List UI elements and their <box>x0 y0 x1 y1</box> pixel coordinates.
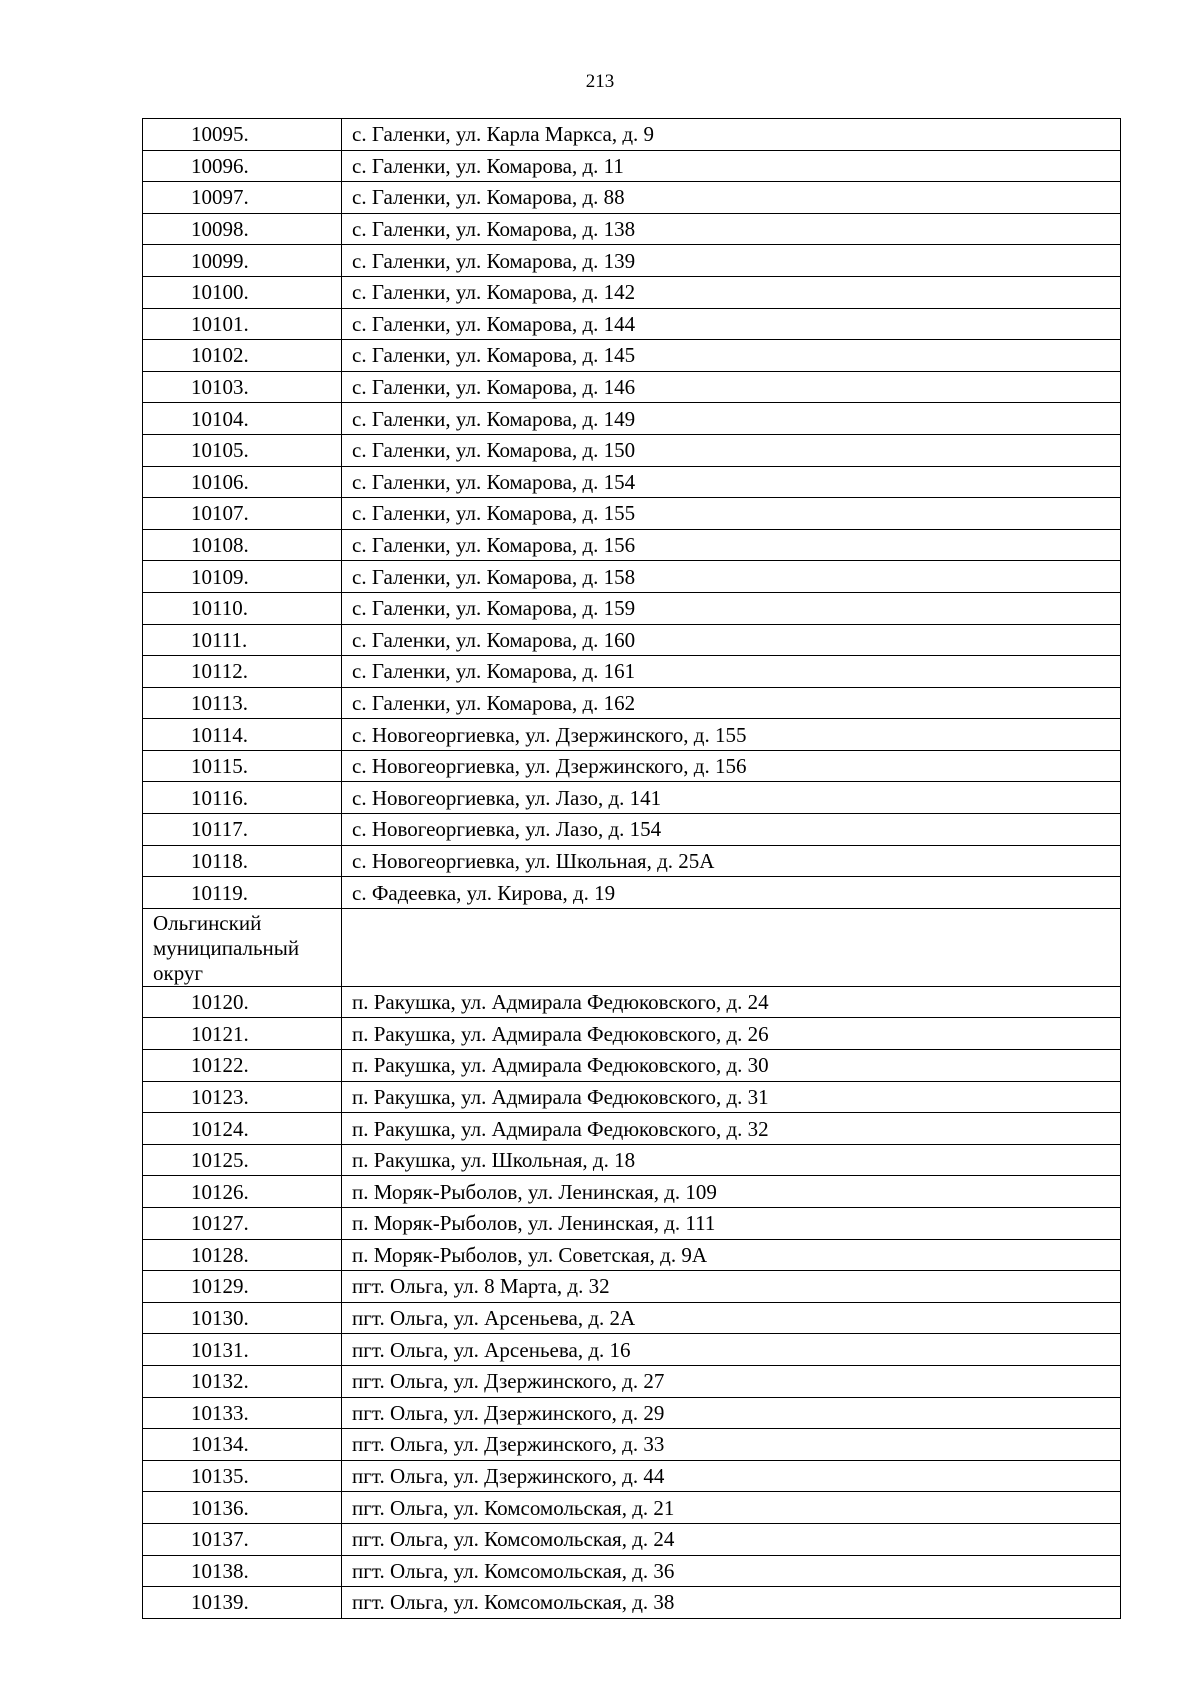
address-cell: с. Галенки, ул. Комарова, д. 154 <box>342 466 1121 498</box>
table-row <box>143 245 1121 277</box>
row-number-cell: 10124. <box>143 1113 342 1145</box>
table-row <box>143 150 1121 182</box>
table-row <box>143 1334 1121 1366</box>
address-cell: п. Ракушка, ул. Адмирала Федюковского, д. 31 <box>342 1081 1121 1113</box>
row-number-cell: 10097. <box>143 182 342 214</box>
row-number-cell: 10136. <box>143 1492 342 1524</box>
table-row <box>143 182 1121 214</box>
table-row <box>143 434 1121 466</box>
address-cell: с. Новогеоргиевка, ул. Школьная, д. 25А <box>342 845 1121 877</box>
row-number-cell: 10126. <box>143 1176 342 1208</box>
address-cell: пгт. Ольга, ул. Дзержинского, д. 27 <box>342 1365 1121 1397</box>
row-number-cell: 10104. <box>143 403 342 435</box>
address-cell: с. Галенки, ул. Комарова, д. 158 <box>342 561 1121 593</box>
address-cell: пгт. Ольга, ул. Дзержинского, д. 29 <box>342 1397 1121 1429</box>
row-number-cell: 10137. <box>143 1523 342 1555</box>
row-number-cell: 10101. <box>143 308 342 340</box>
row-number-cell: 10120. <box>143 986 342 1018</box>
address-cell: пгт. Ольга, ул. Дзержинского, д. 33 <box>342 1429 1121 1461</box>
address-cell: пгт. Ольга, ул. 8 Марта, д. 32 <box>342 1271 1121 1303</box>
table-row <box>143 1365 1121 1397</box>
table-row <box>143 1429 1121 1461</box>
table-row <box>143 403 1121 435</box>
address-cell: пгт. Ольга, ул. Арсеньева, д. 2А <box>342 1302 1121 1334</box>
table-row <box>143 1239 1121 1271</box>
row-number-cell: 10099. <box>143 245 342 277</box>
table-row <box>143 624 1121 656</box>
table-row <box>143 276 1121 308</box>
row-number-cell: 10103. <box>143 371 342 403</box>
table-row <box>143 656 1121 688</box>
row-number-cell: 10125. <box>143 1144 342 1176</box>
row-number-cell: 10116. <box>143 782 342 814</box>
address-cell: с. Галенки, ул. Комарова, д. 159 <box>342 592 1121 624</box>
address-cell: с. Новогеоргиевка, ул. Дзержинского, д. 156 <box>342 750 1121 782</box>
table-row <box>143 1587 1121 1619</box>
table-row <box>143 466 1121 498</box>
address-cell: с. Галенки, ул. Комарова, д. 156 <box>342 529 1121 561</box>
table-row <box>143 687 1121 719</box>
row-number-cell: 10128. <box>143 1239 342 1271</box>
table-row <box>143 1208 1121 1240</box>
address-cell: п. Ракушка, ул. Адмирала Федюковского, д. 32 <box>342 1113 1121 1145</box>
address-cell: с. Новогеоргиевка, ул. Дзержинского, д. 155 <box>342 719 1121 751</box>
address-cell: с. Галенки, ул. Комарова, д. 146 <box>342 371 1121 403</box>
address-cell: п. Моряк-Рыболов, ул. Ленинская, д. 109 <box>342 1176 1121 1208</box>
table-row <box>143 1397 1121 1429</box>
address-cell: п. Ракушка, ул. Адмирала Федюковского, д. 26 <box>342 1018 1121 1050</box>
address-table <box>142 118 1121 1619</box>
row-number-cell: 10106. <box>143 466 342 498</box>
table-row <box>143 750 1121 782</box>
address-cell: пгт. Ольга, ул. Комсомольская, д. 21 <box>342 1492 1121 1524</box>
address-cell: пгт. Ольга, ул. Комсомольская, д. 38 <box>342 1587 1121 1619</box>
address-cell: с. Галенки, ул. Комарова, д. 11 <box>342 150 1121 182</box>
row-number-cell: 10127. <box>143 1208 342 1240</box>
row-number-cell: 10107. <box>143 498 342 530</box>
address-cell: с. Галенки, ул. Комарова, д. 144 <box>342 308 1121 340</box>
row-number-cell: 10108. <box>143 529 342 561</box>
address-cell: с. Новогеоргиевка, ул. Лазо, д. 154 <box>342 814 1121 846</box>
row-number-cell: 10121. <box>143 1018 342 1050</box>
address-cell: с. Галенки, ул. Комарова, д. 155 <box>342 498 1121 530</box>
table-row <box>143 1555 1121 1587</box>
address-cell: с. Галенки, ул. Комарова, д. 145 <box>342 340 1121 372</box>
row-number-cell: 10113. <box>143 687 342 719</box>
section-heading-row <box>143 908 1121 986</box>
address-cell: с. Галенки, ул. Комарова, д. 88 <box>342 182 1121 214</box>
address-cell: п. Моряк-Рыболов, ул. Ленинская, д. 111 <box>342 1208 1121 1240</box>
table-row <box>143 308 1121 340</box>
row-number-cell: 10135. <box>143 1460 342 1492</box>
row-number-cell: 10095. <box>143 119 342 151</box>
address-cell: с. Фадеевка, ул. Кирова, д. 19 <box>342 877 1121 909</box>
row-number-cell: 10131. <box>143 1334 342 1366</box>
row-number-cell: 10098. <box>143 213 342 245</box>
row-number-cell: 10132. <box>143 1365 342 1397</box>
address-cell: п. Ракушка, ул. Школьная, д. 18 <box>342 1144 1121 1176</box>
row-number-cell: 10133. <box>143 1397 342 1429</box>
address-cell: п. Ракушка, ул. Адмирала Федюковского, д. 24 <box>342 986 1121 1018</box>
table-row <box>143 1050 1121 1082</box>
table-row <box>143 986 1121 1018</box>
empty-cell <box>342 908 1121 986</box>
address-cell: с. Новогеоргиевка, ул. Лазо, д. 141 <box>342 782 1121 814</box>
table-row <box>143 1144 1121 1176</box>
address-cell: с. Галенки, ул. Комарова, д. 139 <box>342 245 1121 277</box>
address-cell: с. Галенки, ул. Комарова, д. 162 <box>342 687 1121 719</box>
table-row <box>143 340 1121 372</box>
address-cell: п. Моряк-Рыболов, ул. Советская, д. 9А <box>342 1239 1121 1271</box>
row-number-cell: 10102. <box>143 340 342 372</box>
address-cell: с. Галенки, ул. Карла Маркса, д. 9 <box>342 119 1121 151</box>
row-number-cell: 10123. <box>143 1081 342 1113</box>
row-number-cell: 10138. <box>143 1555 342 1587</box>
table-row <box>143 877 1121 909</box>
table-row <box>143 782 1121 814</box>
address-cell: пгт. Ольга, ул. Арсеньева, д. 16 <box>342 1334 1121 1366</box>
table-row <box>143 529 1121 561</box>
row-number-cell: 10110. <box>143 592 342 624</box>
address-cell: с. Галенки, ул. Комарова, д. 150 <box>342 434 1121 466</box>
table-row <box>143 1460 1121 1492</box>
address-cell: с. Галенки, ул. Комарова, д. 161 <box>342 656 1121 688</box>
row-number-cell: 10118. <box>143 845 342 877</box>
address-cell: п. Ракушка, ул. Адмирала Федюковского, д. 30 <box>342 1050 1121 1082</box>
table-row <box>143 561 1121 593</box>
row-number-cell: 10117. <box>143 814 342 846</box>
table-row <box>143 213 1121 245</box>
address-cell: с. Галенки, ул. Комарова, д. 160 <box>342 624 1121 656</box>
row-number-cell: 10096. <box>143 150 342 182</box>
page-number: 213 <box>585 71 615 92</box>
table-row <box>143 1271 1121 1303</box>
table-row <box>143 498 1121 530</box>
row-number-cell: 10105. <box>143 434 342 466</box>
row-number-cell: 10134. <box>143 1429 342 1461</box>
row-number-cell: 10111. <box>143 624 342 656</box>
row-number-cell: 10100. <box>143 276 342 308</box>
table-row <box>143 845 1121 877</box>
row-number-cell: 10139. <box>143 1587 342 1619</box>
table-row <box>143 371 1121 403</box>
address-cell: с. Галенки, ул. Комарова, д. 142 <box>342 276 1121 308</box>
address-cell: пгт. Ольга, ул. Комсомольская, д. 36 <box>342 1555 1121 1587</box>
table-row <box>143 719 1121 751</box>
table-row <box>143 814 1121 846</box>
row-number-cell: 10114. <box>143 719 342 751</box>
row-number-cell: 10129. <box>143 1271 342 1303</box>
table-row <box>143 1113 1121 1145</box>
row-number-cell: 10112. <box>143 656 342 688</box>
table-row <box>143 1018 1121 1050</box>
row-number-cell: 10109. <box>143 561 342 593</box>
row-number-cell: 10119. <box>143 877 342 909</box>
table-row <box>143 592 1121 624</box>
table-row <box>143 1176 1121 1208</box>
table-row <box>143 1081 1121 1113</box>
address-cell: с. Галенки, ул. Комарова, д. 138 <box>342 213 1121 245</box>
address-cell: пгт. Ольга, ул. Дзержинского, д. 44 <box>342 1460 1121 1492</box>
row-number-cell: 10115. <box>143 750 342 782</box>
table-row <box>143 1523 1121 1555</box>
address-cell: пгт. Ольга, ул. Комсомольская, д. 24 <box>342 1523 1121 1555</box>
table-row <box>143 1492 1121 1524</box>
table-row <box>143 119 1121 151</box>
section-heading: Ольгинский муниципальный округ <box>143 908 342 986</box>
row-number-cell: 10130. <box>143 1302 342 1334</box>
address-cell: с. Галенки, ул. Комарова, д. 149 <box>342 403 1121 435</box>
table-row <box>143 1302 1121 1334</box>
row-number-cell: 10122. <box>143 1050 342 1082</box>
address-table-body <box>143 119 1121 1619</box>
